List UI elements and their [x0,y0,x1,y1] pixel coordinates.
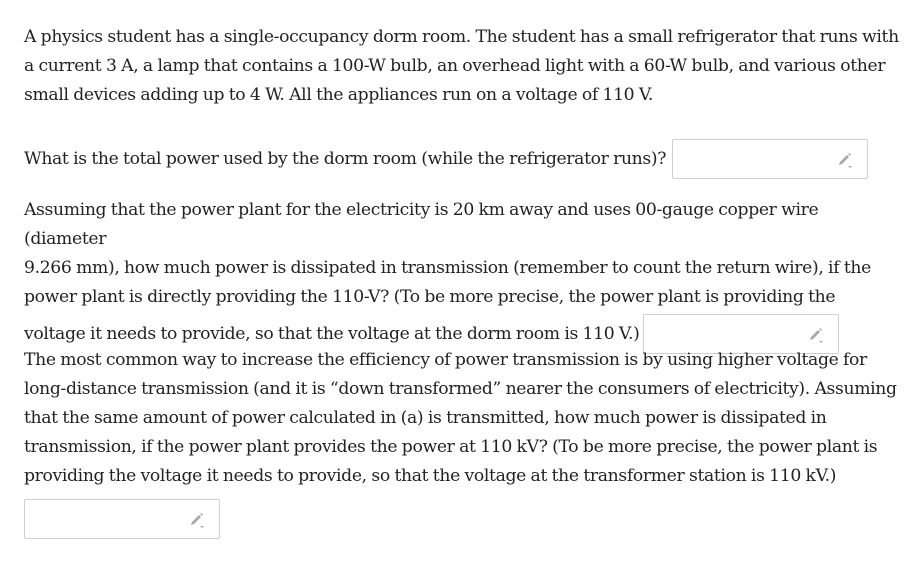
problem-statement [24,23,904,110]
intro-line-1: A physics student has a single-occupancy dorm room. The student has a small refrigerator that runs with [24,27,899,47]
pencil-icon [189,512,205,528]
question-3-line-4: transmission, if the power plant provides the power at 110 kV? (To be more precise, the power plant is [24,437,878,457]
question-1-text: What is the total power used by the dorm room (while the refrigerator runs)? [24,148,667,169]
question-3 [24,346,904,491]
question-1 [24,139,904,179]
question-2-line-3: power plant is directly providing the 110-V? (To be more precise, the power plant is providing the [24,287,836,307]
intro-line-2: a current 3 A, a lamp that contains a 100-W bulb, an overhead light with a 60-W bulb, and various other [24,56,886,76]
pencil-icon [837,152,853,168]
intro-line-3: small devices adding up to 4 W. All the appliances run on a voltage of 110 V. [24,85,654,105]
question-3-line-5: providing the voltage it needs to provide, so that the voltage at the transformer station is 110 kV.) [24,466,837,486]
question-2-line-4: voltage it needs to provide, so that the voltage at the dorm room is 110 V.) [24,323,640,344]
question-1-answer-field[interactable] [672,139,868,179]
question-3-answer-field[interactable] [24,499,220,539]
pencil-icon [808,327,824,343]
question-2-line-1: Assuming that the power plant for the electricity is 20 km away and uses 00-gauge copper wire (diameter [24,200,819,249]
question-3-line-2: long-distance transmission (and it is “down transformed” nearer the consumers of electricity). Assuming [24,379,897,399]
question-3-line-1: The most common way to increase the efficiency of power transmission is by using higher voltage for [24,350,867,370]
question-2-line-2: 9.266 mm), how much power is dissipated in transmission (remember to count the return wire), if the [24,258,871,278]
question-2 [24,196,904,354]
question-3-answer-wrapper [24,499,220,539]
question-3-line-3: that the same amount of power calculated in (a) is transmitted, how much power is dissipated in [24,408,827,428]
